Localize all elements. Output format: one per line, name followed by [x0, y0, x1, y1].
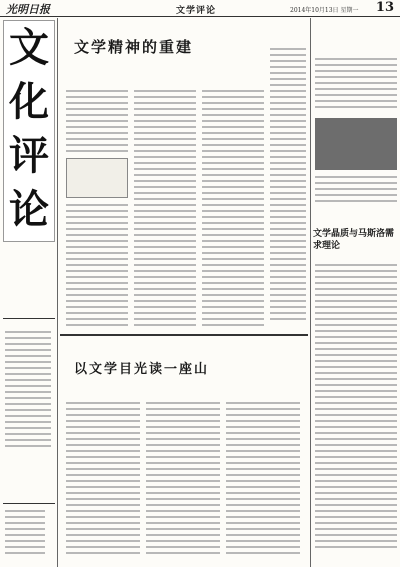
right-column [310, 18, 400, 567]
article-text-placeholder [134, 90, 196, 330]
masthead [0, 0, 400, 17]
article-text-placeholder [315, 58, 397, 112]
main-article [60, 18, 308, 333]
article-text-placeholder [315, 176, 397, 206]
main-headline: 文学精神的重建 [74, 38, 194, 56]
weekly-title-char: 论 [9, 186, 49, 233]
contents-box [3, 318, 55, 463]
article-text-placeholder [66, 204, 128, 330]
lower-headline: 以文学目光读一座山 [74, 362, 210, 377]
contents-text-placeholder [5, 331, 51, 451]
issue-date: 2014年10月13日 星期一 [290, 7, 359, 14]
weekly-title [3, 20, 55, 242]
weekly-title-char: 文 [9, 24, 49, 71]
weekly-title-char: 化 [9, 78, 49, 125]
editor-text-placeholder [5, 510, 45, 558]
article-text-placeholder [315, 264, 397, 552]
lower-article [60, 334, 308, 567]
left-column [0, 18, 58, 567]
section-name: 文学评论 [176, 6, 217, 16]
article-text-placeholder [66, 402, 140, 558]
page-number: 13 [375, 0, 394, 15]
newspaper-logo: 光明日报 [6, 3, 50, 16]
right-headline-2: 文学晶质与马斯洛需求理论 [313, 229, 395, 251]
article-text-placeholder [66, 90, 128, 156]
editor-box [3, 503, 55, 563]
article-text-placeholder [270, 48, 306, 324]
article-text-placeholder [226, 402, 300, 558]
article-text-placeholder [202, 90, 264, 330]
weekly-title-char: 评 [9, 132, 49, 179]
article-photo [315, 118, 397, 170]
callout-box [66, 158, 128, 198]
article-text-placeholder [146, 402, 220, 558]
